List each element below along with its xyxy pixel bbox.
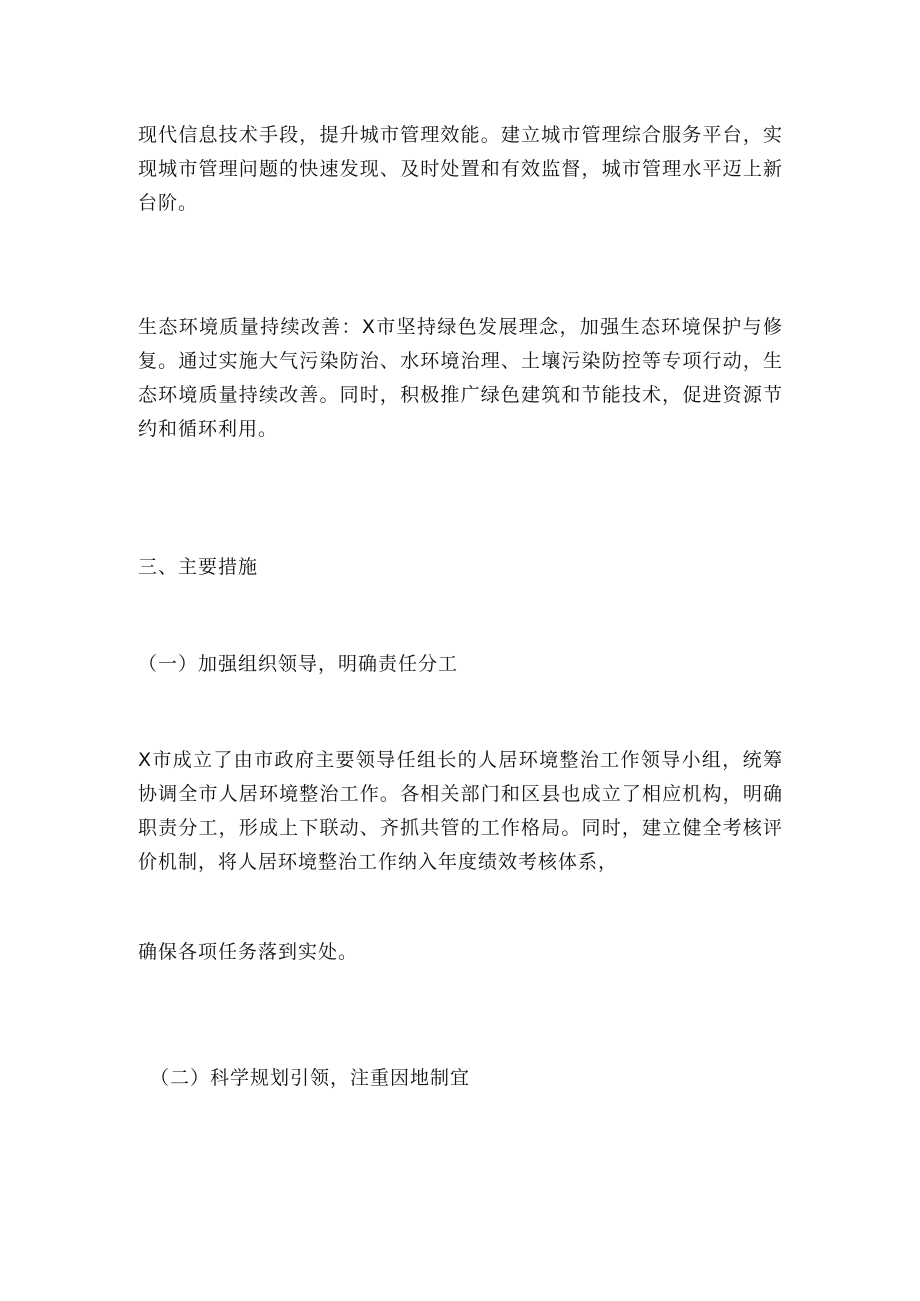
paragraph-ecological-environment: 生态环境质量持续改善：X市坚持绿色发展理念，加强生态环境保护与修复。通过实施大气污染防治、水环境治理、土壤污染防控等专项行动，生态环境质量持续改善。同时，积极推广绿色建筑和节能技术，促进资源节约和循环利用。 xyxy=(138,316,783,440)
section-heading-main-measures: 三、主要措施 xyxy=(138,556,259,578)
paragraph-task-implementation: 确保各项任务落到实处。 xyxy=(138,941,359,963)
subsection-heading-organization: （一）加强组织领导，明确责任分工 xyxy=(138,653,459,675)
subsection-heading-planning: （二）科学规划引领，注重因地制宜 xyxy=(150,1067,471,1089)
paragraph-city-management: 现代信息技术手段，提升城市管理效能。建立城市管理综合服务平台，实现城市管理问题的快速发现、及时处置和有效监督，城市管理水平迈上新台阶。 xyxy=(138,124,783,214)
paragraph-leadership-group: X市成立了由市政府主要领导任组长的人居环境整治工作领导小组，统筹协调全市人居环境整治工作。各相关部门和区县也成立了相应机构，明确职责分工，形成上下联动、齐抓共管的工作格局。同时，建立健全考核评价机制，将人居环境整治工作纳入年度绩效考核体系， xyxy=(138,749,783,873)
